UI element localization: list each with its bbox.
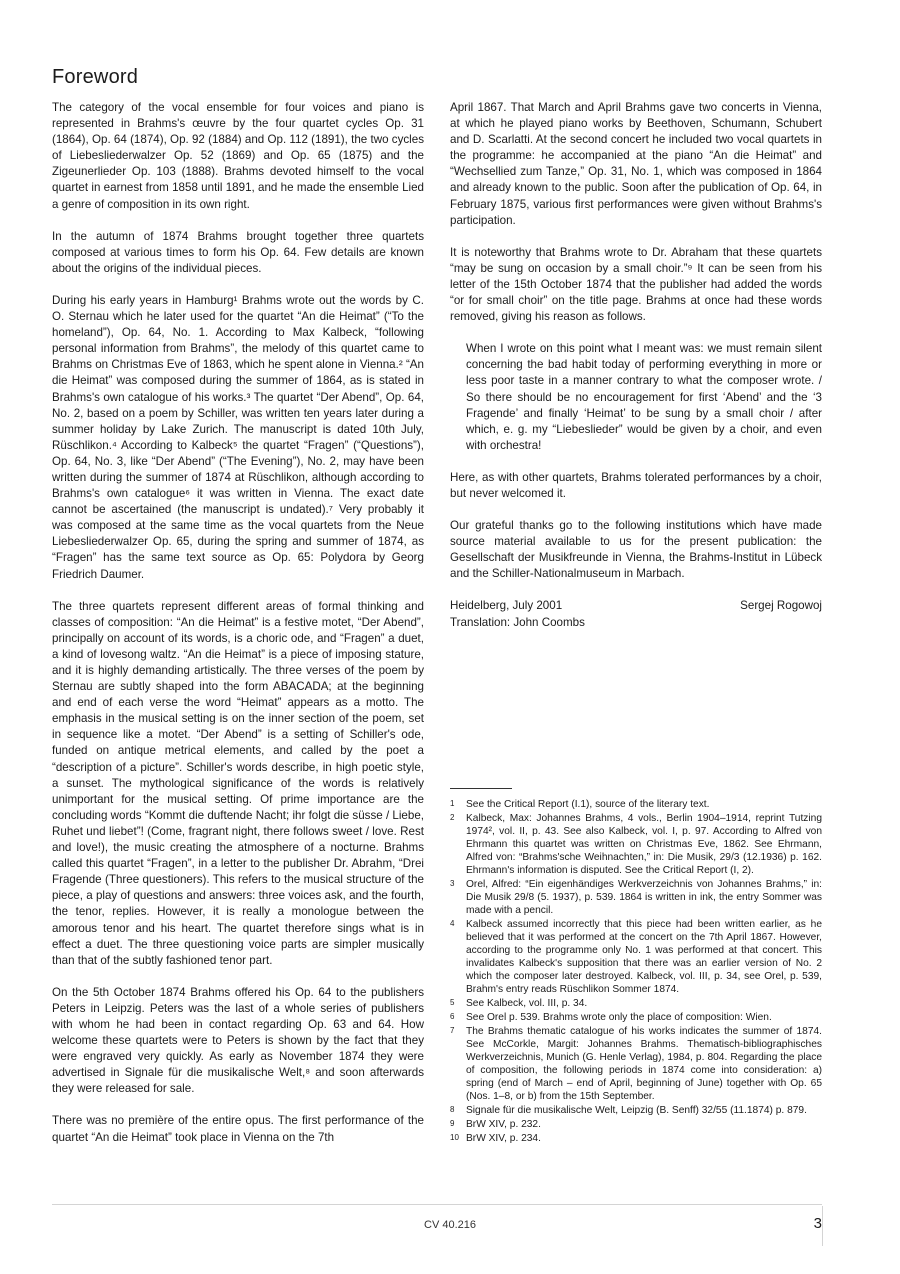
paragraph: There was no première of the entire opus. The first performance of the quartet “An die Heimat” took place in Vienna on the 7th xyxy=(52,1114,424,1144)
footnote-number: 7 xyxy=(450,1026,455,1035)
footnote-number: 2 xyxy=(450,813,455,822)
footnote-text: See Kalbeck, vol. III, p. 34. xyxy=(466,998,588,1009)
footnote-text: See the Critical Report (I.1), source of the literary text. xyxy=(466,799,710,810)
footnote-text: See Orel p. 539. Brahms wrote only the place of composition: Wien. xyxy=(466,1012,772,1023)
footnote xyxy=(450,878,822,917)
paragraph: In the autumn of 1874 Brahms brought together three quartets composed at various times to form his Op. 64. Few details are known about the origins of the individual pieces. xyxy=(52,229,424,275)
paragraph: The three quartets represent different areas of formal thinking and classes of composition: “An die Heimat” is a festive motet, “Der Abend”, principally on account of its words, is a choric ode, and “Fragen” a duet, a kind of lovesong waltz. “An die Heimat” is a piece of imposing stature, and it is highly demanding artistically. The three verses of the poem by Sternau are subtly shaped into the form ABACADA; at the beginning and end of each verse the word “Heimat” appears as a motto. The emphasis in the musical setting is on the inner section of the poem, set in sequence like a motet. “Der Abend” is a setting of Schiller's ode, funded on antique metrical elements, and called by the poet a “description of a picture”. Schiller's words describe, in high poetic style, a sunset. The mythological significance of the words is relatively unimportant for the musical setting. Of prime importance are the concluding words “Kommt die duftende Nacht; ihr folgt die süsse / Liebe, Ruhet und liebet”! (Come, fragrant night, there follows sweet / love. Rest and love!), the music creating the atmosphere of a nocturne. Brahms called this quartet “Fragen”, in a letter to the publisher Dr. Abrahm, “Drei Fragende (Three questioners). This refers to the musical structure of the piece, a play of questions and answers: three voices ask, and the fourth, the tenor, replies. However, it is really a monologue between the amorous tenor and his heart. The quartet therefore sings what is in effect a duet. The three questioning voice parts are simpler musically than that of the subtly fashioned tenor part. xyxy=(52,599,424,967)
footer-rule xyxy=(52,1204,822,1205)
footnote xyxy=(450,1011,822,1024)
place-date: Heidelberg, July 2001 xyxy=(450,599,563,613)
footnote-text: Orel, Alfred: “Ein eigenhändiges Werkverzeichnis von Johannes Brahms,” in: Die Musik 29/8 (5. 1937), p. 539. 1864 is written in ink, the entry Sommer was made with a pencil. xyxy=(466,879,822,916)
left-column xyxy=(52,100,424,1162)
block-quote: When I wrote on this point what I meant was: we must remain silent concerning the bad habit today of performing everything in more or less poor taste in a manner contrary to what the composer wrote. / So there should be no encouragement for first ‘Abend’ and the ‘3 Fragende’ and finally ‘Heimat’ to be sung by a small choir / after which, e. g. my “Liebeslieder” would be given by a choir, and even with orchestra! xyxy=(466,342,822,452)
footnote-rule xyxy=(450,788,512,789)
footnote-number: 5 xyxy=(450,998,455,1007)
footnote-text: BrW XIV, p. 232. xyxy=(466,1119,541,1130)
signature-line xyxy=(450,598,822,614)
footnote xyxy=(450,798,822,811)
footnote-text: Kalbeck assumed incorrectly that this piece had been written earlier, as he believed that it was performed at the concert on the 7th April 1867. However, according to the programme only No. 1 was performed at that concert. This invalidates Kalbeck's supposition that there was an earlier version of No. 2 which the composer later destroyed. Kalbeck, vol. III, p. 34, see Orel, p. 539, Brahm's entry reads Rüschlikon Sommer 1874. xyxy=(466,919,822,995)
footnote xyxy=(450,1025,822,1103)
footnote-text: Kalbeck, Max: Johannes Brahms, 4 vols., Berlin 1904–1914, reprint Tutzing 1974², vol. II, p. 43. See also Kalbeck, vol. I, p. 97. According to Alfred von Ehrmann this quartet was written on Christmas Eve, 1862. See Ehrmann, Alfred von: “Brahms'sche Weihnachten,” in: Die Musik, 29/3 (12.1936) p. 162. Ehrmann's information is disputed. See the Critical Report (I, 2). xyxy=(466,813,822,876)
footnote-number: 9 xyxy=(450,1119,455,1128)
author-name: Sergej Rogowoj xyxy=(740,599,822,613)
footnote-number: 1 xyxy=(450,799,455,808)
page-title: Foreword xyxy=(52,66,139,88)
page-number: 3 xyxy=(813,1215,822,1232)
footnote xyxy=(450,1118,822,1131)
footnote-text: BrW XIV, p. 234. xyxy=(466,1133,541,1144)
paragraph: April 1867. That March and April Brahms gave two concerts in Vienna, at which he played piano works by Beethoven, Schumann, Schubert and D. Scarlatti. At the second concert he included two vocal quartets in the programme: he accompanied at the piano “An die Heimat” and “Wechsellied zum Tanze,” Op. 31, No. 1, which was composed in 1864 and already known to the public. Soon after the publication of Op. 64, in February 1875, various first performances were given without Brahms's participation. xyxy=(450,101,822,227)
footnote-number: 10 xyxy=(450,1133,459,1142)
paragraph: It is noteworthy that Brahms wrote to Dr. Abraham that these quartets “may be sung on occasion by a small choir.”⁹ It can be seen from his letter of the 15th October 1874 that the publisher had added the words “or for small choir” on the title page. Brahms at once had these words removed, giving his reason as follows. xyxy=(450,245,822,324)
translator-credit: Translation: John Coombs xyxy=(450,615,585,629)
footnote-number: 3 xyxy=(450,879,455,888)
footnote xyxy=(450,918,822,996)
footnote xyxy=(450,812,822,877)
footnote xyxy=(450,1104,822,1117)
paragraph: During his early years in Hamburg¹ Brahms wrote out the words by C. O. Sternau which he later used for the quartet “An die Heimat” (“To the homeland”), Op. 64, No. 1. According to Max Kalbeck, “following personal information from Brahms”, the melody of this quartet came to Brahms on Christmas Eve of 1863, which he spent alone in Vienna.² “An die Heimat” was composed during the summer of 1864, as is stated in Brahms's own catalogue of his works.³ The quartet “Der Abend”, Op. 64, No. 2, based on a poem by Schiller, was written ten years later during a summer holiday by Lake Zurich. The manuscript is dated 10th July, Rüschlikon.⁴ According to Kalbeck⁵ the quartet “Fragen” (“Questions”), Op. 64, No. 3, like “Der Abend” (“The Evening”), No. 2, may have been written during the summer of 1874 at Rüschlikon, although according to Brahms's own catalogue⁶ it was written in Vienna. The exact date cannot be ascertained (the manuscript is undated).⁷ Very probably it was composed at the same time as the vocal quartets from the Neue Liebesliederwalzer Op. 65, during the spring and summer of 1874, as “Fragen” has the same text source as Op. 65: Polydora by Georg Friedrich Daumer. xyxy=(52,293,424,581)
footnote-number: 4 xyxy=(450,919,455,928)
catalog-number: CV 40.216 xyxy=(424,1219,476,1231)
footnote-text: Signale für die musikalische Welt, Leipzig (B. Senff) 32/55 (11.1874) p. 879. xyxy=(466,1105,807,1116)
footnote xyxy=(450,997,822,1010)
footnote-number: 6 xyxy=(450,1012,455,1021)
paragraph: The category of the vocal ensemble for four voices and piano is represented in Brahms's œuvre by the four quartet cycles Op. 31 (1864), Op. 64 (1874), Op. 92 (1884) and Op. 112 (1891), the two cycles of Liebesliederwalzer Op. 52 (1869) and Op. 65 (1875) and the Zigeunerlieder Op. 103 (1888). Brahms devoted himself to the vocal quartet in earnest from 1858 until 1891, and he made the ensemble Lied a genre of composition in its own right. xyxy=(52,101,424,211)
right-column xyxy=(450,100,822,647)
footnote-number: 8 xyxy=(450,1105,455,1114)
paragraph: Our grateful thanks go to the following institutions which have made source material available to us for the present publication: the Gesellschaft der Musikfreunde in Vienna, the Brahms-Institut in Lübeck and the Schiller-Nationalmuseum in Marbach. xyxy=(450,519,822,581)
footnote xyxy=(450,1132,822,1145)
paragraph: On the 5th October 1874 Brahms offered his Op. 64 to the publishers Peters in Leipzig. Peters was the last of a whole series of publishers with whom he had been in contact regarding Op. 63 and 64. How welcome these quartets were to Peters is shown by the fact that they were engraved very quickly. As early as November 1874 they were advertised in Signale für die musikalische Welt,⁸ and soon afterwards they were released for sale. xyxy=(52,985,424,1096)
footnote-text: The Brahms thematic catalogue of his works indicates the summer of 1874. See McCorkle, Margit: Johannes Brahms. Thematisch-bibliographisches Werkverzeichnis, Munich (G. Henle Verlag), 1984, p. 804. Regarding the place of composition, the following periods in 1874 come into consideration: a) spring (end of March – end of April, beginning of June) together with Op. 65 (Nos. 1–8, or b) from the 15th September. xyxy=(466,1026,822,1102)
paragraph: Here, as with other quartets, Brahms tolerated performances by a choir, but never welcomed it. xyxy=(450,470,822,500)
footnotes xyxy=(450,798,822,1146)
